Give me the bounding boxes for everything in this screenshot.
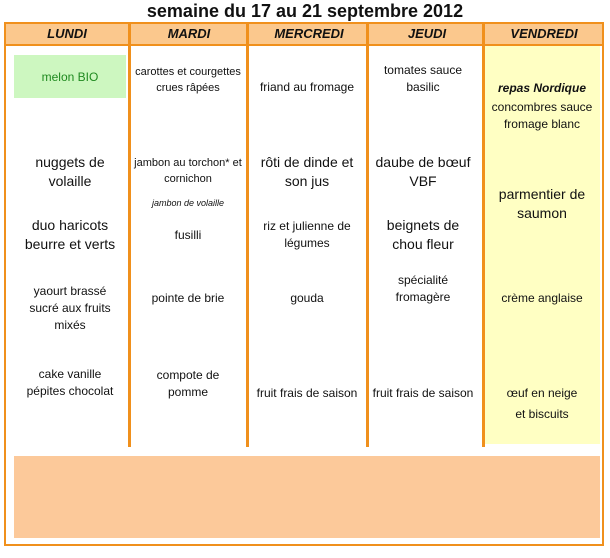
- mercredi-dessert: fruit frais de saison: [256, 386, 358, 400]
- mercredi-starter: friand au fromage: [259, 80, 355, 94]
- vendredi-dairy: crème anglaise: [501, 291, 583, 305]
- lundi-dairy: yaourt brassé sucré aux fruits mixés: [29, 284, 111, 332]
- day-lundi: LUNDI: [47, 26, 87, 41]
- column-divider: [366, 24, 369, 447]
- mardi-dairy: pointe de brie: [151, 291, 225, 305]
- day-jeudi: JEUDI: [407, 26, 447, 41]
- mardi-starter: carottes et courgettes crues râpées: [135, 66, 241, 94]
- vendredi-dessert-1: œuf en neige: [506, 386, 578, 400]
- column-divider: [246, 24, 249, 447]
- column-divider: [128, 24, 131, 447]
- mercredi-dairy: gouda: [290, 291, 324, 305]
- jeudi-main: daube de bœuf VBF: [375, 154, 471, 189]
- day-mardi: MARDI: [167, 26, 211, 41]
- lundi-starter: melon BIO: [41, 70, 99, 84]
- mardi-main: jambon au torchon* et cornichon: [134, 157, 242, 185]
- mardi-side: fusilli: [174, 228, 202, 242]
- vendredi-theme: repas Nordique: [497, 81, 587, 95]
- vendredi-dessert-2: et biscuits: [515, 407, 569, 421]
- mardi-main-note: jambon de volaille: [151, 198, 225, 208]
- mercredi-main: rôti de dinde et son jus: [260, 154, 354, 189]
- day-vendredi: VENDREDI: [510, 26, 578, 41]
- lundi-main: nuggets de volaille: [35, 154, 105, 189]
- jeudi-dessert: fruit frais de saison: [372, 386, 474, 400]
- vendredi-starter: concombres sauce fromage blanc: [491, 100, 593, 131]
- mercredi-side: riz et julienne de légumes: [263, 219, 351, 250]
- lundi-dessert: cake vanille pépites chocolat: [26, 367, 114, 398]
- day-mercredi: MERCREDI: [274, 26, 344, 41]
- days-header: [6, 24, 602, 46]
- footer-band: [14, 456, 600, 538]
- mardi-dessert: compote de pomme: [156, 368, 220, 399]
- vendredi-main: parmentier de saumon: [498, 186, 586, 221]
- jeudi-dairy: spécialité fromagère: [395, 273, 451, 304]
- page-title: semaine du 17 au 21 septembre 2012: [146, 1, 464, 21]
- lundi-side: duo haricots beurre et verts: [24, 217, 116, 252]
- jeudi-starter: tomates sauce basilic: [383, 63, 463, 94]
- jeudi-side: beignets de chou fleur: [386, 217, 460, 252]
- column-divider: [482, 24, 485, 447]
